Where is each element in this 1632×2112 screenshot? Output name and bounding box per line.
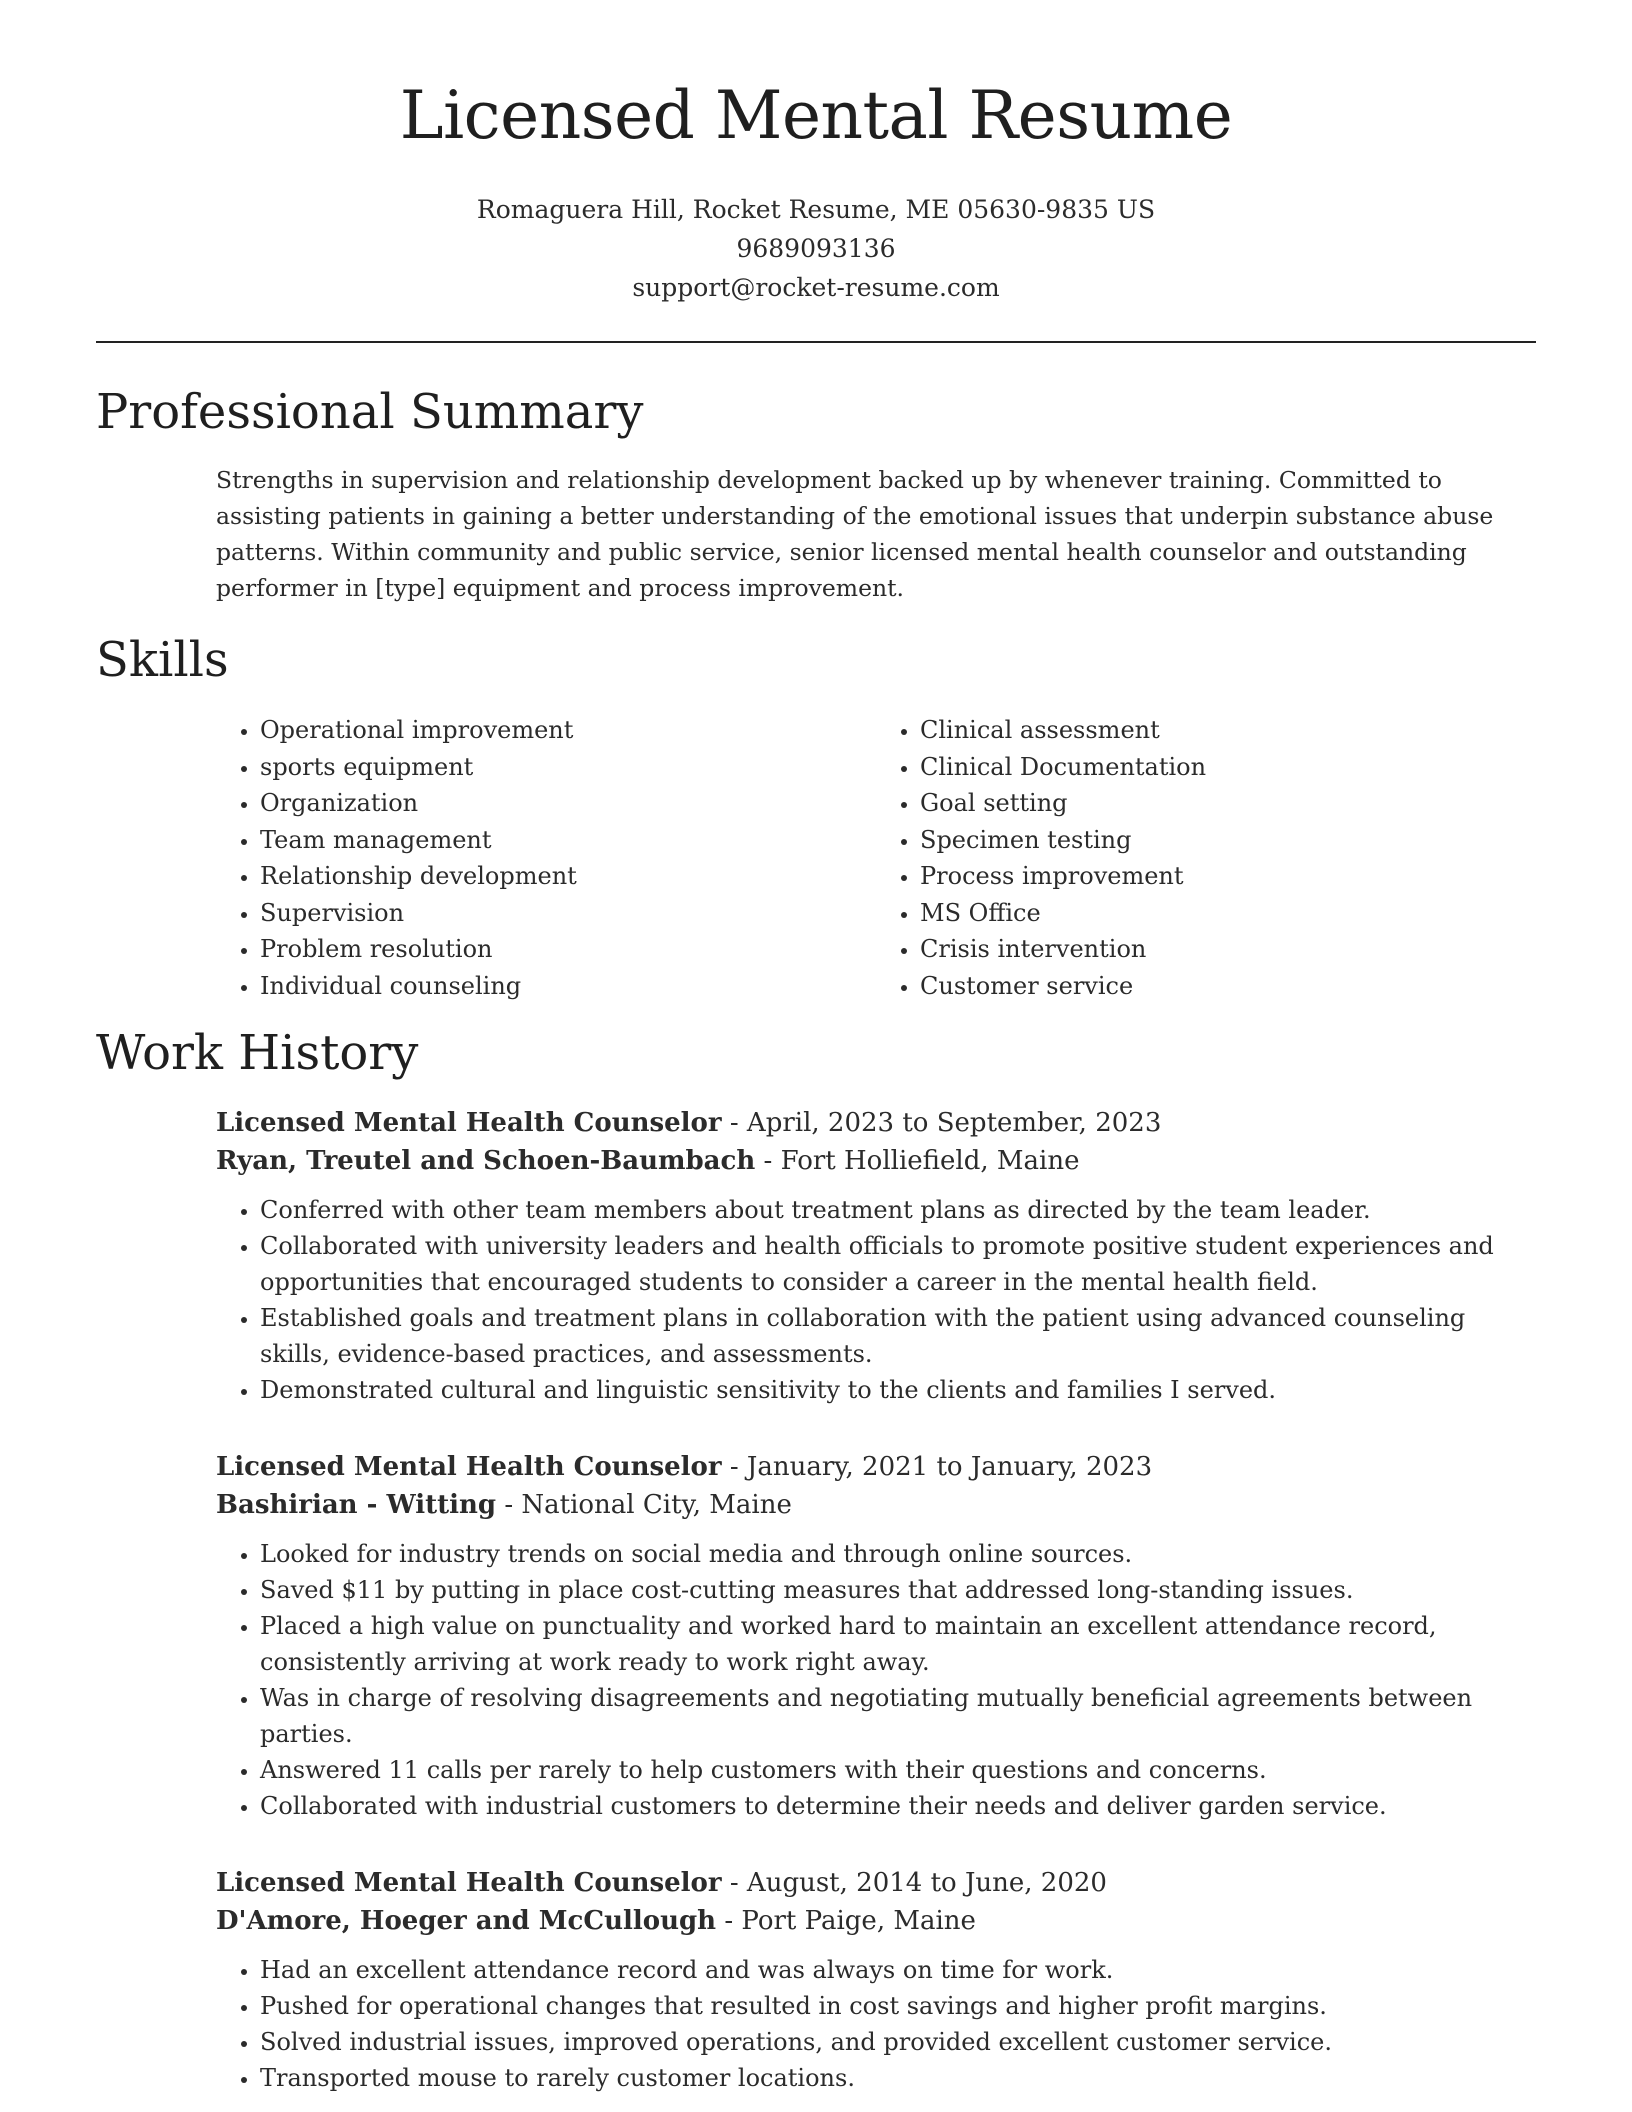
job-location: Fort Holliefield, Maine [780, 1146, 1080, 1176]
skill-item: • Goal setting [920, 785, 1536, 822]
job-title-line: Licensed Mental Health Counselor - April, 2023 to September, 2023 [216, 1108, 1162, 1138]
skill-item: • Clinical Documentation [920, 749, 1536, 786]
job-bullet: • Collaborated with university leaders and health officials to promote positive student experiences and opportunities that encouraged students to consider a career in the mental health field. [260, 1228, 1536, 1300]
header-divider [96, 341, 1536, 343]
job-dates: January, 2021 to January, 2023 [746, 1452, 1153, 1482]
job-dates: April, 2023 to September, 2023 [746, 1108, 1162, 1138]
job-company-line: Ryan, Treutel and Schoen-Baumbach - Fort Holliefield, Maine [216, 1146, 1080, 1176]
job-title: Licensed Mental Health Counselor [216, 1452, 722, 1482]
skill-item: • Organization [260, 785, 876, 822]
job-company: Bashirian - Witting [216, 1490, 497, 1520]
job-location: National City, Maine [521, 1490, 792, 1520]
resume-title: Licensed Mental Resume [399, 77, 1233, 154]
job-dates: August, 2014 to June, 2020 [746, 1868, 1107, 1898]
job-company-line: Bashirian - Witting - National City, Maine [216, 1490, 792, 1520]
skill-item: • Individual counseling [260, 968, 876, 1005]
job-bullet: • Transported mouse to rarely customer locations. [260, 2060, 1536, 2096]
contact-block [0, 190, 1632, 307]
job-title-line: Licensed Mental Health Counselor - August, 2014 to June, 2020 [216, 1868, 1107, 1898]
job-company-line: D'Amore, Hoeger and McCullough - Port Paige, Maine [216, 1906, 976, 1936]
skill-item: • Process improvement [920, 858, 1536, 895]
job-bullet: • Saved $11 by putting in place cost-cutting measures that addressed long-standing issues. [260, 1572, 1536, 1608]
job-bullet: • Pushed for operational changes that resulted in cost savings and higher profit margins. [260, 1988, 1536, 2024]
job-bullets [216, 1536, 1536, 1824]
job-bullet: • Collaborated with industrial customers to determine their needs and deliver garden service. [260, 1788, 1536, 1824]
job-bullet: • Was in charge of resolving disagreements and negotiating mutually beneficial agreements between parties. [260, 1680, 1536, 1752]
contact-phone: 9689093136 [736, 234, 896, 263]
job-bullet: • Looked for industry trends on social media and through online sources. [260, 1536, 1536, 1572]
skill-item: • Crisis intervention [920, 931, 1536, 968]
job-bullet: • Conferred with other team members about treatment plans as directed by the team leader. [260, 1192, 1536, 1228]
job-entry [216, 1448, 1536, 1824]
skills-column-right [876, 712, 1536, 1004]
contact-address: Romaguera Hill, Rocket Resume, ME 05630-9835 US [476, 195, 1156, 224]
job-bullets [216, 1192, 1536, 1408]
job-bullet: • Demonstrated cultural and linguistic sensitivity to the clients and families I served. [260, 1372, 1536, 1408]
skill-item: • Operational improvement [260, 712, 876, 749]
work-history-heading: Work History [96, 1025, 419, 1081]
job-bullets [216, 1952, 1536, 2096]
job-company: D'Amore, Hoeger and McCullough [216, 1906, 717, 1936]
skill-item: • Specimen testing [920, 822, 1536, 859]
job-title: Licensed Mental Health Counselor [216, 1868, 722, 1898]
skill-item: • Clinical assessment [920, 712, 1536, 749]
job-title: Licensed Mental Health Counselor [216, 1108, 722, 1138]
skills-column-left [216, 712, 876, 1004]
skills-list [216, 712, 1536, 1004]
skill-item: • Team management [260, 822, 876, 859]
skill-item: • MS Office [920, 895, 1536, 932]
job-bullet: • Placed a high value on punctuality and worked hard to maintain an excellent attendance record, consistently arriving at work ready to work right away. [260, 1608, 1536, 1680]
job-location: Port Paige, Maine [741, 1906, 976, 1936]
job-entry [216, 1864, 1536, 2096]
job-bullet: • Had an excellent attendance record and was always on time for work. [260, 1952, 1536, 1988]
summary-heading: Professional Summary [96, 384, 644, 440]
contact-email: support@rocket-resume.com [632, 273, 1000, 302]
job-company: Ryan, Treutel and Schoen-Baumbach [216, 1146, 756, 1176]
skill-item: • Relationship development [260, 858, 876, 895]
skills-heading: Skills [96, 632, 229, 688]
skill-item: • Problem resolution [260, 931, 876, 968]
job-bullet: • Solved industrial issues, improved operations, and provided excellent customer service. [260, 2024, 1536, 2060]
skill-item: • Customer service [920, 968, 1536, 1005]
job-entry [216, 1104, 1536, 1408]
skill-item: • sports equipment [260, 749, 876, 786]
job-title-line: Licensed Mental Health Counselor - January, 2021 to January, 2023 [216, 1452, 1153, 1482]
summary-text: Strengths in supervision and relationship development backed up by whenever training. Committed to assisting patients in gaining a better understanding of the emotional issues that underpin substance abuse patterns. Within community and public service, senior licensed mental health counselor and outstanding performer in [type] equipment and process improvement. [216, 466, 1494, 602]
job-bullet: • Established goals and treatment plans in collaboration with the patient using advanced counseling skills, evidence-based practices, and assessments. [260, 1300, 1536, 1372]
job-bullet: • Answered 11 calls per rarely to help customers with their questions and concerns. [260, 1752, 1536, 1788]
skill-item: • Supervision [260, 895, 876, 932]
